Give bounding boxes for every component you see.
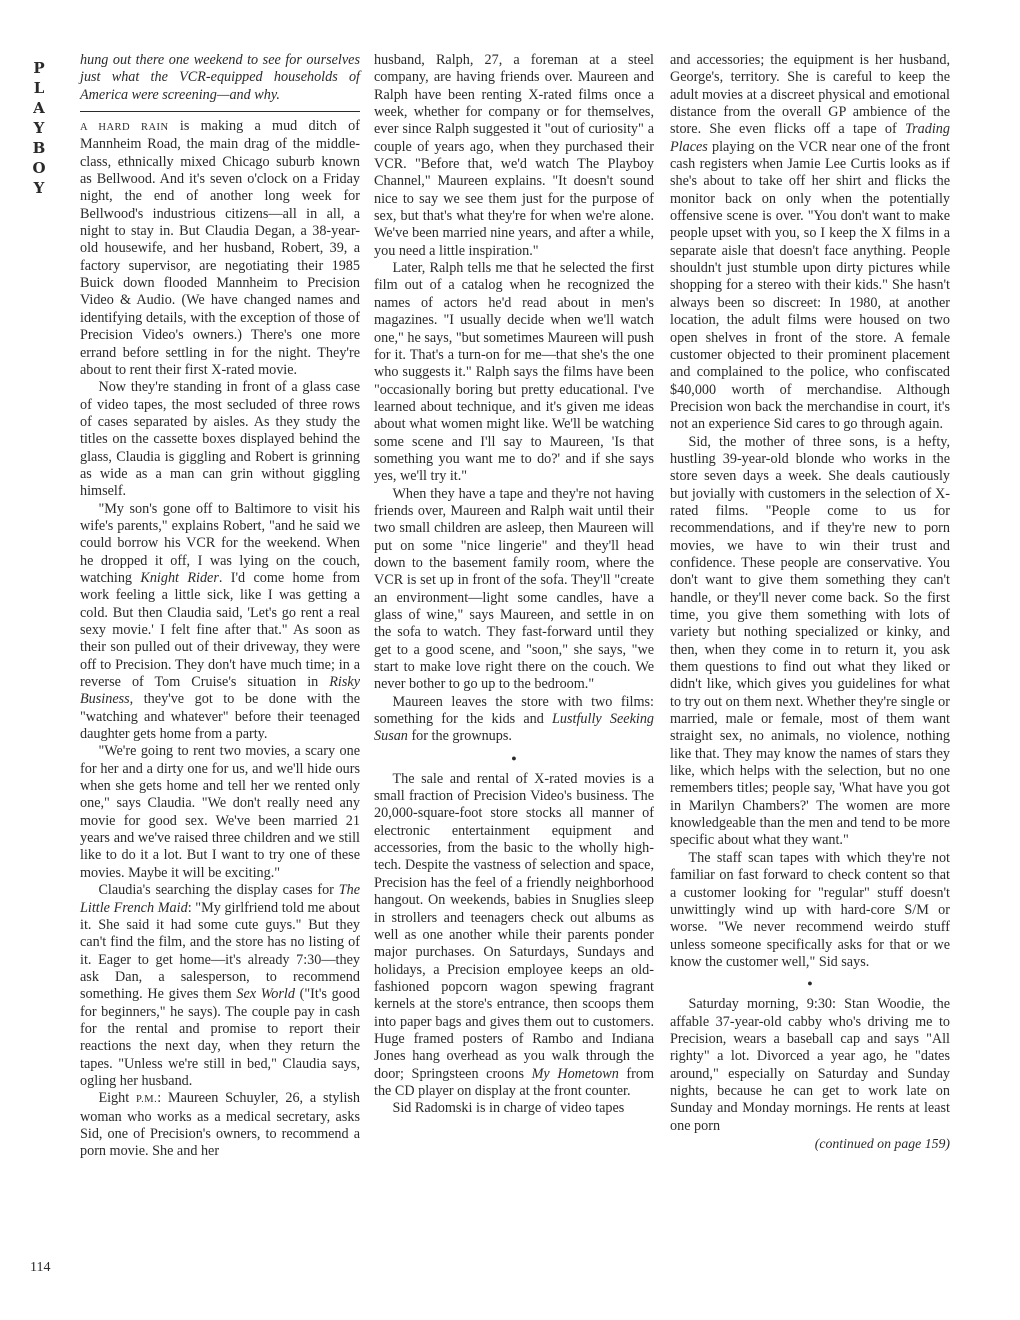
body-paragraph: "We're going to rent two movies, a scary one for her and a dirty one for us, and we'll hide ours when she gets home and tell her we rented only one," says Claudia. "We don't really need any movie for good sex. We've been married 21 years and we've raised three children and we still like to do it a lot. But I want to try one of these movies. Maybe it will be exciting."	[80, 743, 360, 881]
italic-title: Sex World	[236, 986, 295, 1003]
italic-title: Knight Rider	[140, 569, 219, 586]
section-bullet: ●	[511, 752, 517, 763]
italic-title: Trading Places	[670, 121, 950, 155]
body-paragraph: Claudia's searching the display cases for The Little French Maid: "My girlfriend told me about it. She said it had some cute guys." But they can't find the film, and the store has no listing of it. Eager to get home—it's already 7:30—they ask Dan, a salesperson, to recommend something. He gives them Sex World ("It's good for beginners," he says). The couple pay in cash for the rental and promise to report their reactions the next day, when they return the tapes. "Unless we're still in bed," Claudia says, ogling her husband.	[80, 882, 360, 1089]
masthead-letter: L	[33, 79, 45, 97]
italic-title: Lustfully Seeking Susan	[374, 711, 655, 745]
italic-title: Risky Business	[80, 674, 360, 708]
section-rule	[80, 111, 360, 112]
italic-title: My Hometown	[531, 1065, 619, 1082]
masthead-letter: O	[32, 159, 46, 177]
section-bullet: ●	[807, 978, 813, 989]
magazine-masthead-vertical	[22, 58, 56, 198]
body-paragraph: The sale and rental of X-rated movies is a small fraction of Precision Video's business. The 20,000-square-foot store stocks all manner of electronic entertainment equipment and accessories, from the basic to the wholly high-tech. Despite the vastness of selection and space, Precision has the feel of a friendly neighborhood hangout. On weekends, babies in Snuglies sleep in strollers and teenagers check out albums as well as one another while their parents ponder major purchases. On Saturdays, Sundays and holidays, a Precision employee keeps an old-fashioned popcorn wagon spewing fragrant kernels at the store's entrance, then scoops them into paper bags and gives them out to customers. Huge framed posters of Rambo and Indiana Jones hang overhead as you walk through the door; Springsteen croons My Hometown from the CD player on display at the front counter.	[374, 770, 654, 1099]
masthead-letter: Y	[33, 119, 45, 137]
masthead-letter: B	[32, 139, 46, 157]
text-column-2	[374, 52, 654, 1118]
italic-title: The Little French Maid	[80, 882, 360, 916]
body-paragraph: "My son's gone off to Baltimore to visit his wife's parents," explains Robert, "and he said we could borrow his VCR for the weekend. When he dropped it off, I was lying on the couch, watching Knight Rider. I'd come home from work feeling a little sick, like I was getting a cold. But then Claudia said, 'Let's go rent a real sexy movie.' I felt fine after that." As soon as their son pulled out of their driveway, they were off to Precision. They don't have much time; in a reverse of Tom Cruise's situation in Risky Business, they've got to be done with the "watching and whatever" before their teenaged daughter gets home from a party.	[80, 500, 360, 743]
page-number: 114	[30, 1260, 51, 1275]
body-paragraph: husband, Ralph, 27, a foreman at a steel company, are having friends over. Maureen and Ralph have been renting X-rated films once a week, whether for company or for themselves, ever since Ralph suggested it "out of curiosity" a couple of years ago, when they purchased their VCR. "Before that, we'd watch The Playboy Channel," Maureen explains. "It doesn't sound nice to say we see them just for the purpose of sex, but that's what they're for when we're alone. We've been married nine years, and after a while, you need a little inspiration."	[374, 52, 654, 259]
small-caps-lead: A HARD RAIN	[80, 122, 169, 134]
body-paragraph: When they have a tape and they're not having friends over, Maureen and Ralph wait until their two small children are asleep, then Maureen will put on some "nice lingerie" and they'll head down to the basement family room, where the VCR is set up in front of the sofa. They'll "create an environment—light some candles, have a glass of wine," says Maureen, and settle in on the sofa to watch. They fast-forward until they get to a good scene, and "soon," she says, "we start to make love right there on the couch. We never bother to go up to the bedroom."	[374, 485, 654, 693]
continued-on-page-note: (continued on page 159)	[814, 1135, 950, 1151]
body-paragraph: Later, Ralph tells me that he selected the first film out of a catalog when he recognized the names of actors he'd read about in men's magazines. "I usually decide when we'll watch one," he says, "but sometimes Maureen will push for it. That's a turn-on for me—that she's the one who suggests it." Ralph says the films have been "occasionally boring but pretty educational. I've learned about technique, and it's given me ideas about what women might like. We'll be watching some scene and I'll say to Maureen, 'Is that something you want me to do?' and if she says yes, we'll try it."	[374, 260, 654, 485]
body-paragraph: and accessories; the equipment is her husband, George's, territory. She is careful to keep the adult movies at a discreet physical and emotional distance from the overall GP ambience of the store. She even flicks off a tape of Trading Places playing on the VCR near one of the front cash registers when Jamie Lee Curtis looks as if she's about to take off her shirt and flicks the monitor back on only when the potentially offensive scene is over. "You don't want to make people upset with you, so I keep the X films in a separate aisle that doesn't face anything. People shouldn't just stumble upon dirty pictures while shopping for a stereo with their kids." She hasn't always been so discreet: In 1980, at another location, the adult films were housed on two open shelves in front of the store. A female customer objected to their prominent placement and complained to the police, who confiscated $40,000 worth of merchandise. Although Precision won back the merchandise in court, it's not an experience Sid cares to go through again.	[670, 52, 950, 433]
body-paragraph: A HARD RAIN is making a mud ditch of Mannheim Road, the main drag of the middle-class, ethnically mixed Chicago suburb known as Bellwood. And it's seven o'clock on a Friday night, the end of another long week for Bellwood's industrious citizens—all in all, a night to stay in. But Claudia Degan, a 38-year-old housewife, and her husband, Robert, 39, a factory supervisor, are negotiating their 1985 Buick down flooded Mannheim to Precision Video & Audio. (We have changed names and identifying details, with the exception of those of Precision Video's owners.) There's one more errand before settling in for the night. They're about to rent their first X-rated movie.	[80, 118, 360, 378]
body-paragraph: Saturday morning, 9:30: Stan Woodie, the affable 37-year-old cabby who's driving me to Precision, wears a baseball cap and says "All righty" a lot. Divorced a year ago, he "dates around," especially on Saturday and Sunday nights, because he can get to work late on Sunday and Monday mornings. He rents at least one porn	[670, 996, 950, 1134]
body-paragraph: The staff scan tapes with which they're not familiar on fast forward to check content so that a customer looking for "regular" stuff doesn't unwittingly wind up with hard-core S/M or worse. "We never recommend weirdo stuff unless someone specifically asks for that or we know the customer well," Sid says.	[670, 849, 950, 970]
body-paragraph: Now they're standing in front of a glass case of video tapes, the most secluded of three rows of cases separated by aisles. As they study the titles on the cassette boxes displayed behind the glass, Claudia is giggling and Robert is grinning as wide as a man can grin without giggling himself.	[80, 379, 360, 500]
body-paragraph: Eight P.M.: Maureen Schuyler, 26, a stylish woman who works as a medical secretary, asks Sid, one of Precision's owners, to recommend a porn movie. She and her	[80, 1090, 361, 1160]
text-column-1	[80, 52, 360, 1161]
lede-paragraph: hung out there one weekend to see for ourselves just what the VCR-equipped households of America were screening—and why.	[80, 52, 360, 103]
masthead-letter: Y	[33, 179, 45, 197]
masthead-letter: A	[33, 99, 45, 117]
body-paragraph: Sid, the mother of three sons, is a hefty, hustling 39-year-old blonde who works in the store seven days a week. She deals cautiously but jovially with customers in the selection of X-rated films. "People come to us for recommendations, and if they're new to porn movies, we have to win their trust and confidence. These people are conservative. You don't want to give them something they can't handle, or they'll never come back. So the first time, you give them something with lots of variety but nothing specialized or kinky, and then, when they come in to return it, you ask them questions to find out what they liked or didn't like, which gives you guidelines for what to try out on them next. Whether they're single or married, male or female, most of them want straight sex, no animals, no violence, nothing like that. They may know the names of stars they like, which helps with the selection, but no one remembers titles; people say, 'What have you got in Marilyn Chambers?' The women are more knowledgeable than the men and tend to be more specific about what they want."	[670, 433, 950, 849]
masthead-letter: P	[33, 59, 45, 77]
body-paragraph: Maureen leaves the store with two films: something for the kids and Lustfully Seeking Susan for the grownups.	[374, 693, 655, 745]
text-column-3	[670, 52, 950, 1152]
body-paragraph: Sid Radomski is in charge of video tapes	[392, 1100, 625, 1117]
